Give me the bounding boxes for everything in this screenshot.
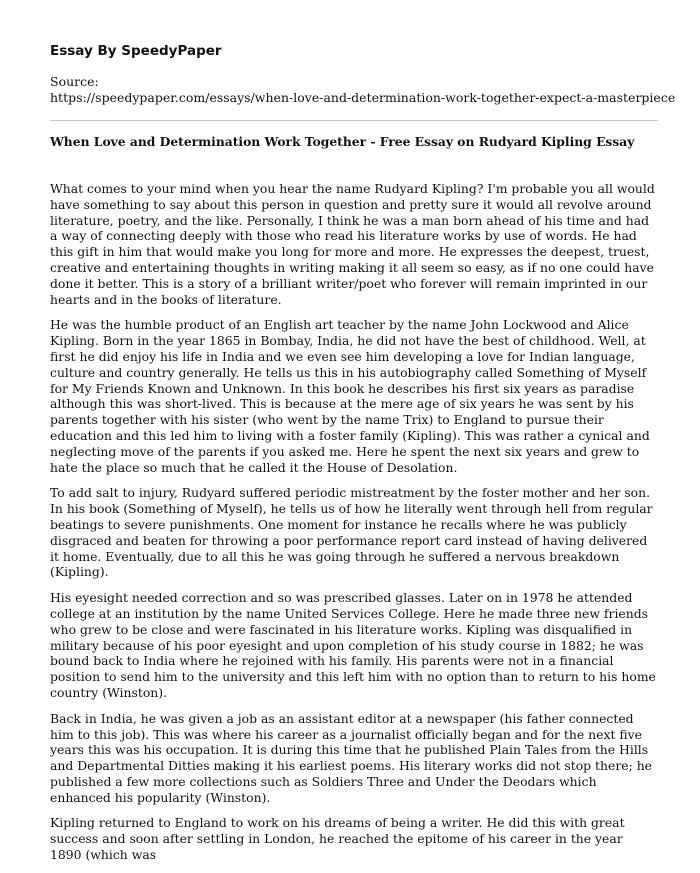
essay-paragraph: Back in India, he was given a job as an assistant editor at a newspaper (his father connected him to this job). This was where his career as a journalist officially began and for the next five years this was his occupation. It is during this time that he published Plain Tales from the Hills and Departmental Ditties making it his earliest poems. His literary works did not stop there; he published a few more collections such as Soldiers Three and Under the Deodars which enhanced his popularity (Winston). (50, 710, 653, 805)
source-url[interactable]: https://speedypaper.com/essays/when-love-and-determination-work-together-expect-a-masterpiece (50, 90, 676, 105)
essay-paragraph: To add salt to injury, Rudyard suffered periodic mistreatment by the foster mother and her son. In his book (Something of Myself), he tells us of how he literally went through hell from regular beatings to severe punishments. One moment for instance he recalls where he was publicly disgraced and beaten for throwing a poor performance report card instead of having delivered it home. Eventually, due to all this he was going through he suffered a nervous breakdown (Kipling). (50, 485, 653, 580)
source-label: Source: (50, 74, 99, 89)
essay-paragraph: Kipling returned to England to work on his dreams of being a writer. He did this with great success and soon after settling in London, he reached the epitome of his career in the year 1890 (which was (50, 815, 625, 863)
essay-body (50, 181, 658, 863)
source-block (50, 74, 676, 106)
essay-paragraph: What comes to your mind when you hear the name Rudyard Kipling? I'm probable you all would have something to say about this person in question and pretty sure it would all revolve around literature, poetry, and the like. Personally, I think he was a man born ahead of his time and had a way of connecting deeply with those who read his literature works by use of words. He had this gift in him that would make you long for more and more. He expresses the deepest, truest, creative and entertaining thoughts in writing making it all seem so easy, as if no one could have done it better. This is a story of a brilliant writer/poet who forever will remain imprinted in our hearts and in the books of literature. (50, 181, 655, 307)
essay-paragraph: His eyesight needed correction and so was prescribed glasses. Later on in 1978 he attended college at an institution by the name United Services College. Here he made three new friends who grew to be close and were fascinated in his literature works. Kipling was disqualified in military because of his poor eyesight and upon completion of his study course in 1882; he was bound back to India where he rejoined with his family. His parents were not in a financial position to send him to the university and this left him with no option than to return to his home country (Winston). (50, 590, 656, 700)
essay-paragraph: He was the humble product of an English art teacher by the name John Lockwood and Alice Kipling. Born in the year 1865 in Bombay, India, he did not have the best of childhood. Well, at first he did enjoy his life in India and we even see him developing a love for Indian language, culture and country generally. He tells us this in his autobiography called Something of Myself for My Friends Known and Unknown. In this book he describes his first six years as paradise although this was short-lived. This is because at the mere age of six years he was sent by his parents together with his sister (who went by the name Trix) to England to pursue their education and this led him to living with a foster family (Kipling). This was rather a cynical and neglecting move of the parents if you asked me. Here he spent the next six years and grew to hate the place so much that he called it the House of Desolation. (50, 317, 650, 475)
essay-title: When Love and Determination Work Together - Free Essay on Rudyard Kipling Essay (50, 134, 635, 149)
document-page (50, 42, 676, 873)
header-divider (50, 120, 658, 121)
document-header-title: Essay By SpeedyPaper (50, 43, 222, 59)
